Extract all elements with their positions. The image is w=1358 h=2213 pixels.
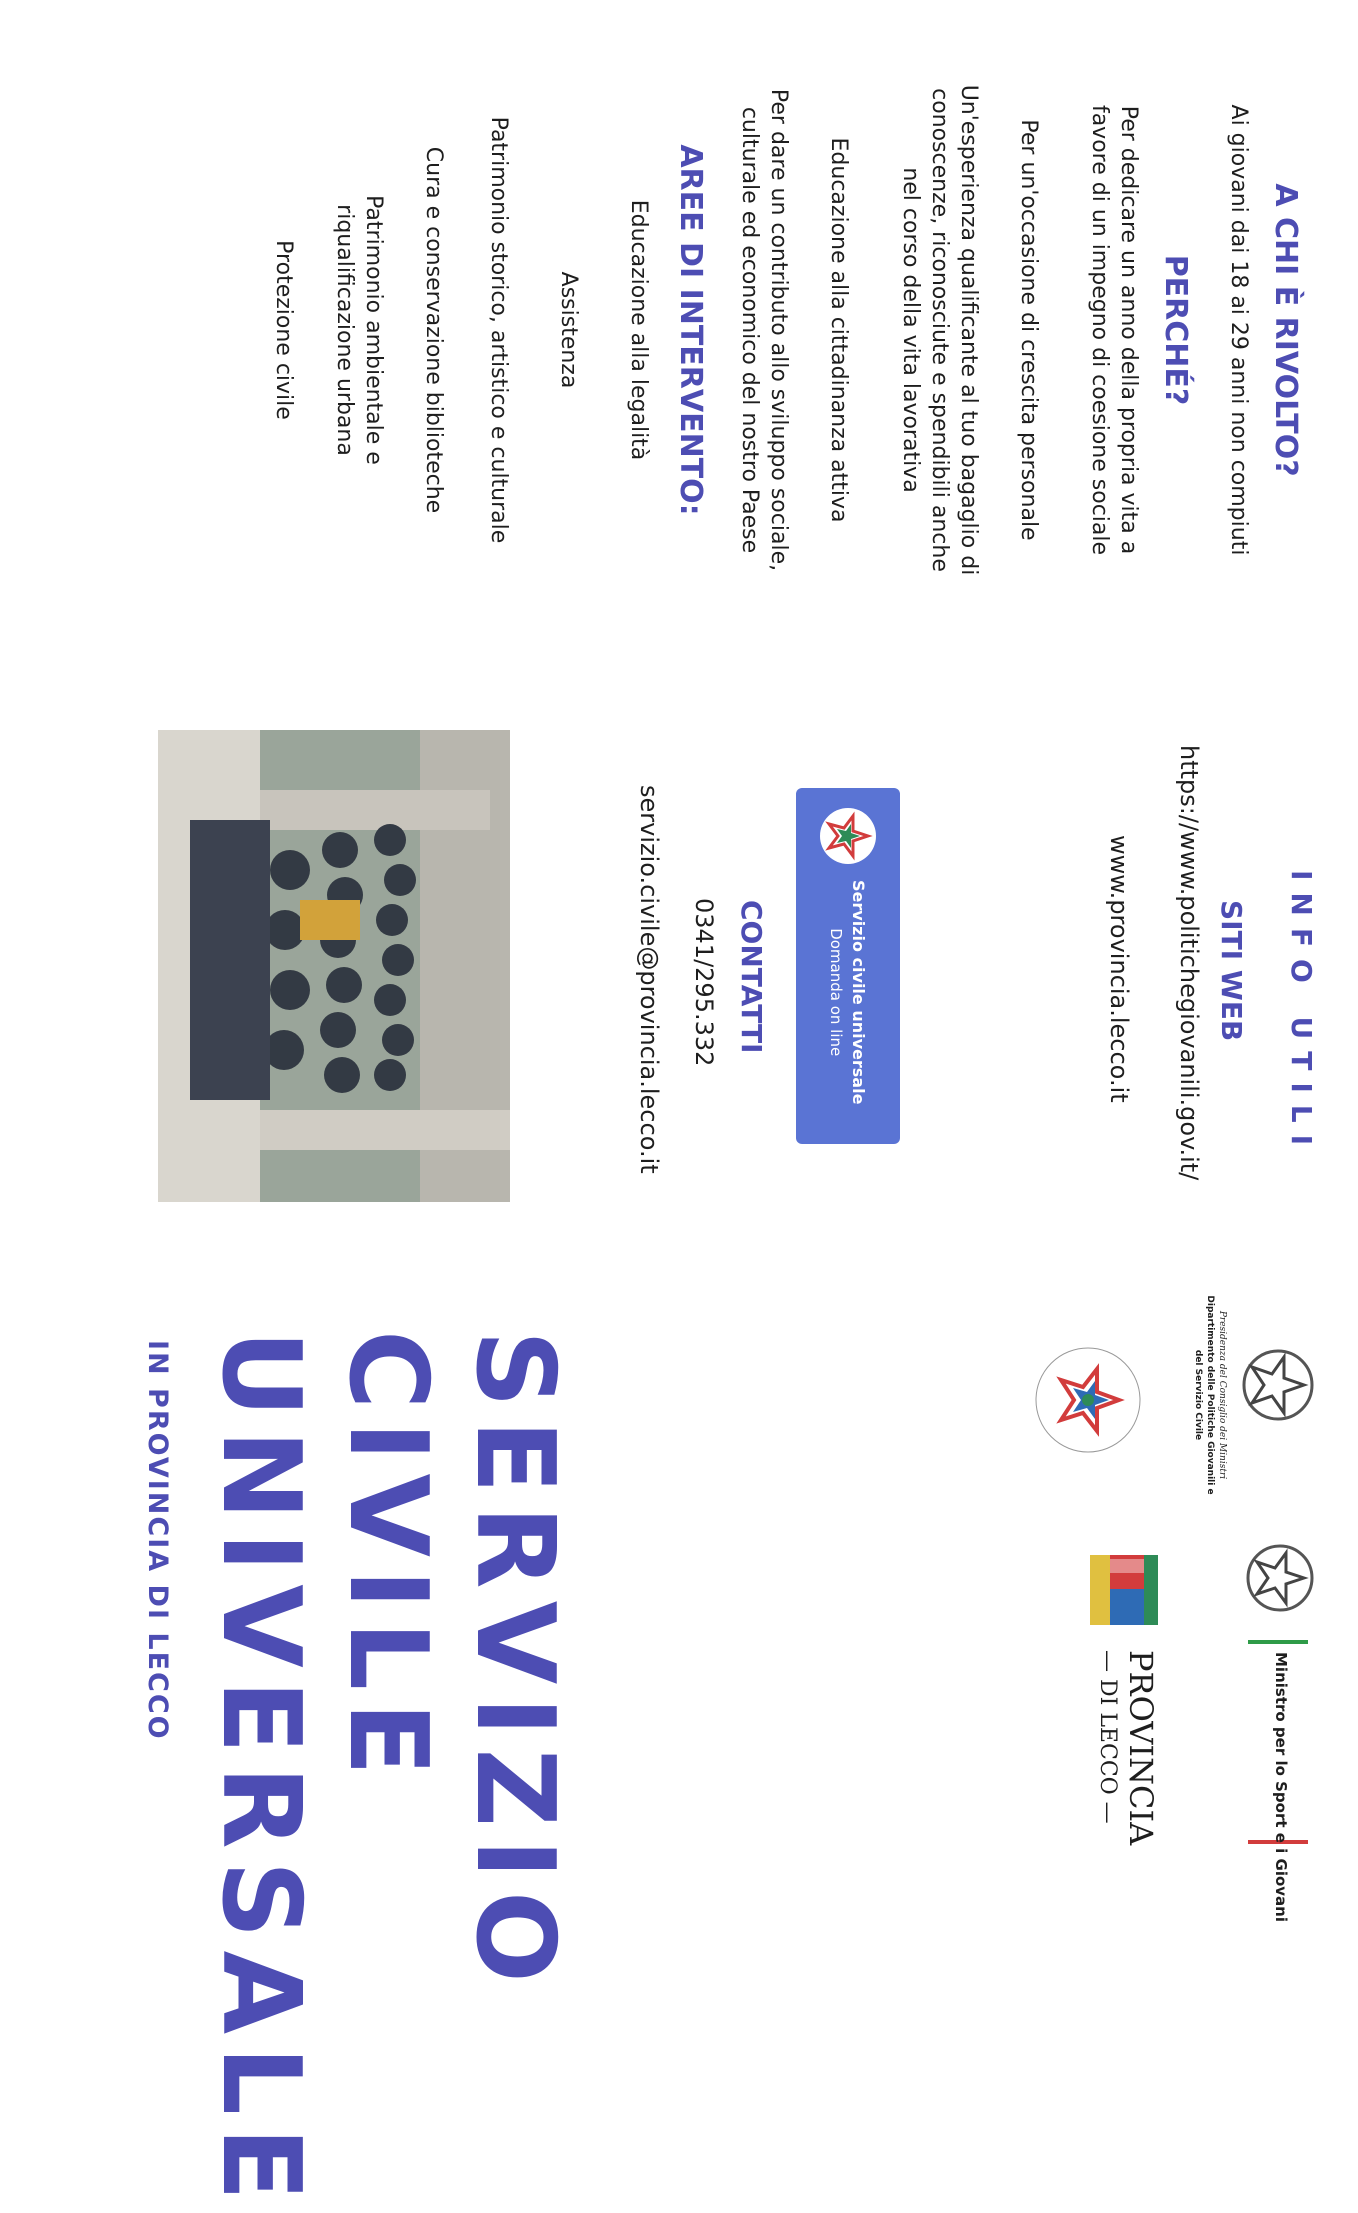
heading-why: PERCHÉ? (1158, 254, 1193, 406)
reason-item: Educazione alla cittadinanza attiva (826, 137, 851, 523)
reason-item: Un'esperienza qualificante al tuo bagaglio di conoscenze, riconosciute e spendibili anche nel corso della vita lavorativa (898, 84, 981, 576)
heading-who: A CHI È RIVOLTO? (1268, 183, 1303, 477)
button-subtitle: Domanda on line (827, 928, 846, 1057)
area-item: Educazione alla legalità (626, 199, 651, 461)
link-provincia-lecco[interactable]: www.provincia.lecco.it (1105, 835, 1133, 1103)
emblem-repubblica-icon (1242, 1540, 1318, 1616)
emblem-repubblica-icon (1238, 1345, 1318, 1425)
dipartimento-label: Dipartimento delle Politiche Giovanili e del Servizio Civile (1193, 1295, 1215, 1495)
main-title (197, 1330, 578, 2213)
heading-contatti: CONTATTI (735, 900, 768, 1054)
area-item: Assistenza (556, 271, 581, 389)
title-line: CIVILE (325, 1330, 450, 1788)
area-item: Protezione civile (271, 240, 296, 420)
heading-info-utili: INFO UTILI (1285, 870, 1318, 1158)
audience-text: Ai giovani dai 18 ai 29 anni non compiuti (1226, 104, 1251, 556)
heading-siti-web: SITI WEB (1215, 900, 1248, 1042)
title-line: UNIVERSALE (198, 1330, 323, 2213)
heading-areas: AREE DI INTERVENTO: (673, 144, 708, 516)
reason-item: Per dare un contributo allo sviluppo sociale, culturale ed economico del nostro Paese (737, 88, 791, 572)
reason-item: Per un'occasione di crescita personale (1016, 119, 1041, 541)
ministro-label: Ministro per lo Sport e i Giovani (1272, 1652, 1290, 1922)
button-title: Servizio civile universale (849, 880, 869, 1105)
provincia-lecco-coat-icon (1083, 1545, 1163, 1635)
presidenza-label: Presidenza del Consiglio dei Ministri (1217, 1310, 1227, 1480)
phone-number[interactable]: 0341/295.332 (690, 898, 718, 1067)
link-politiche-giovanili[interactable]: https://www.politichegiovanili.gov.it/ (1175, 745, 1203, 1181)
di-lecco-label: — DI LECCO — (1095, 1650, 1120, 1824)
area-item: Patrimonio ambientale e riqualificazione urbana (332, 195, 386, 465)
reason-item: Per dedicare un anno della propria vita a favore di un impegno di coesione sociale (1087, 104, 1141, 556)
area-item: Cura e conservazione biblioteche (421, 146, 446, 514)
email-address[interactable]: servizio.civile@provincia.lecco.it (635, 785, 663, 1174)
title-line: SERVIZIO (452, 1330, 577, 1995)
area-item: Patrimonio storico, artistico e culturale (486, 116, 511, 544)
subtitle: IN PROVINCIA DI LECCO (142, 1340, 173, 1741)
provincia-label: PROVINCIA (1122, 1650, 1160, 1846)
scu-star-logo-icon (1033, 1345, 1143, 1455)
